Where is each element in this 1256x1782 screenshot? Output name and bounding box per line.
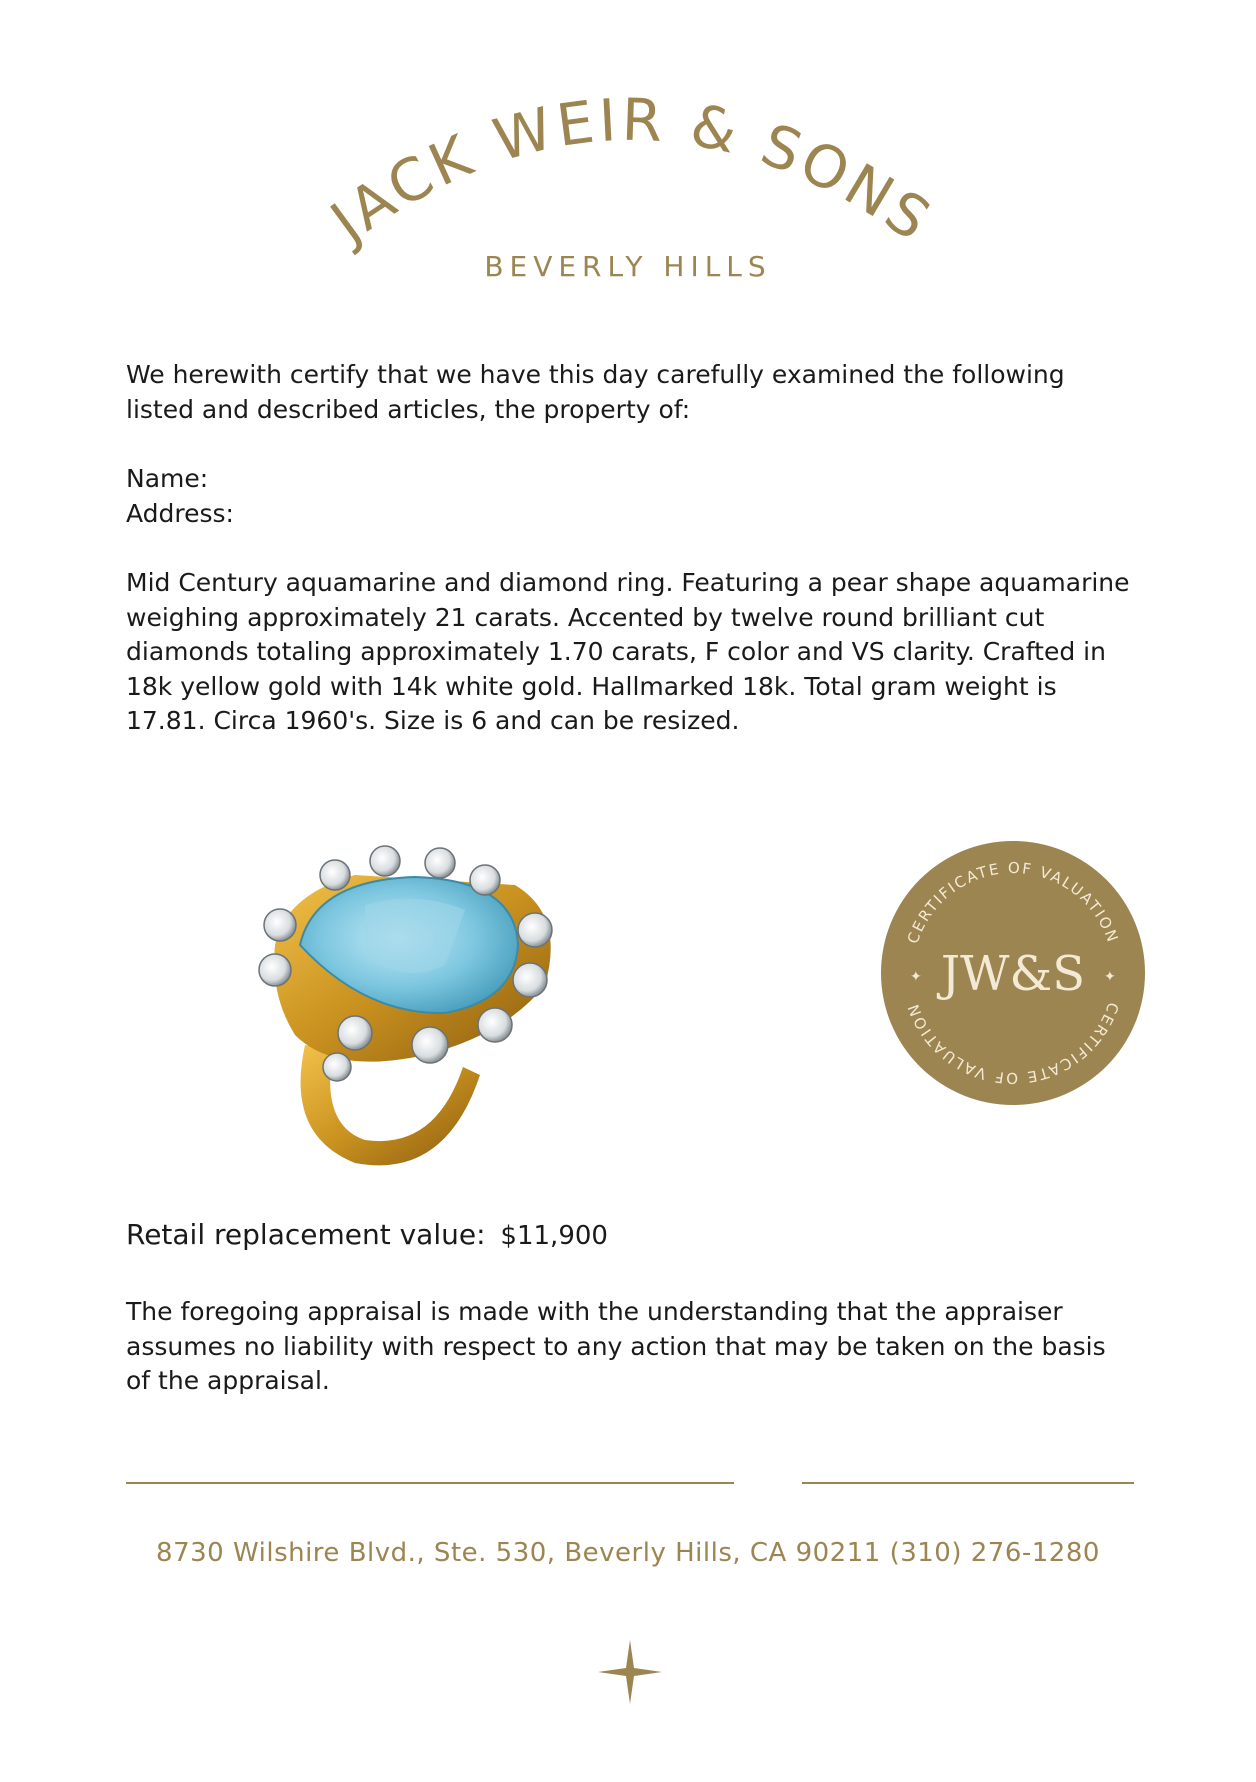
retail-value-amount: $11,900 — [500, 1221, 608, 1251]
owner-fields — [126, 462, 1136, 531]
certification-intro: We herewith certify that we have this day carefully examined the following listed and described articles, the property of: — [126, 360, 1065, 424]
four-point-star-icon — [598, 1640, 662, 1704]
aquamarine-ring-photo — [245, 835, 615, 1175]
owner-name-label: Name: — [126, 464, 209, 493]
retail-value — [126, 1218, 608, 1251]
certificate-seal — [880, 840, 1146, 1106]
brand-location: BEVERLY HILLS — [484, 250, 772, 283]
appraisal-disclaimer: The foregoing appraisal is made with the understanding that the appraiser assumes no liability with respect to any action that may be taken on the basis of the appraisal. — [126, 1297, 1106, 1395]
signature-line-date — [802, 1482, 1134, 1484]
brand-name: JACK WEIR & SONS — [318, 85, 946, 256]
signature-line-appraiser — [126, 1482, 734, 1484]
seal-star-left-icon: ✦ — [910, 969, 922, 985]
retail-value-label: Retail replacement value: — [126, 1218, 486, 1251]
seal-monogram: JW&S — [940, 946, 1086, 1002]
item-description: Mid Century aquamarine and diamond ring. Featuring a pear shape aquamarine weighing approximately 21 carats. Accented by twelve round brilliant cut diamonds totaling approximately 1.70 carats, F color and VS clarity. Crafted in 18k yellow gold with 14k white gold. Hallmarked 18k. Total gram weight is 17.81. Circa 1960's. Size is 6 and can be resized. — [126, 568, 1130, 735]
seal-star-right-icon: ✦ — [1104, 969, 1116, 985]
seal-ring-text-bottom: CERTIFICATE OF VALUATION — [903, 1000, 1123, 1088]
footer-address: 8730 Wilshire Blvd., Ste. 530, Beverly Hills, CA 90211 (310) 276-1280 — [156, 1538, 1100, 1568]
owner-address-label: Address: — [126, 498, 234, 528]
seal-ring-text-top: CERTIFICATE OF VALUATION — [903, 858, 1123, 946]
